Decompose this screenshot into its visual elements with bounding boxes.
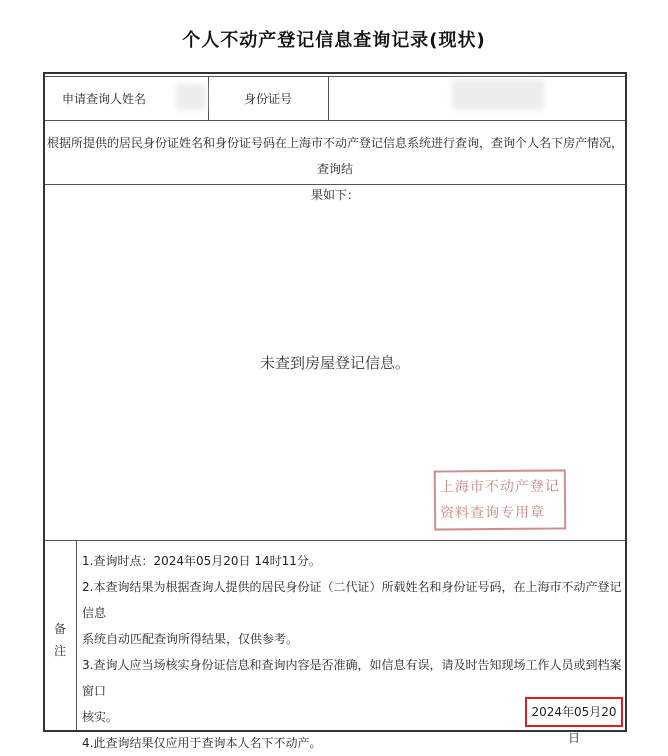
remark-item: 核实。: [82, 710, 119, 724]
header-col-divider-2: [328, 76, 329, 120]
stamp-line-1: 上海市不动产登记: [439, 478, 560, 496]
notice-line-2: 果如下：: [310, 188, 359, 202]
redacted-name: [176, 84, 206, 110]
remarks-label-1: 备: [53, 622, 66, 636]
applicant-name-label: 申请查询人姓名: [62, 92, 147, 106]
remarks-label-2: 注: [53, 644, 66, 658]
stamp-line-2: 资料查询专用章: [440, 504, 546, 522]
notice-line-1: 根据所提供的居民身份证姓名和身份证号码在上海市不动产登记信息系统进行查询，查询个人名下房产情况，查询结: [46, 136, 623, 176]
issue-date: 2024年05月20日: [525, 697, 623, 727]
id-number-label: 身份证号: [244, 92, 293, 106]
header-row-divider: [45, 120, 625, 121]
remark-item: 2.本查询结果为根据查询人提供的居民身份证（二代证）所载姓名和身份证号码，在上海市不动产登记信息: [82, 580, 622, 620]
header-col-divider-1: [208, 76, 209, 120]
remark-item: 系统自动匹配查询所得结果，仅供参考。: [82, 632, 299, 646]
remark-item: 4.此查询结果仅应用于查询本人名下不动产。: [82, 736, 322, 750]
official-stamp: [434, 469, 567, 530]
document-title: 个人不动产登记信息查询记录(现状): [182, 30, 486, 51]
remark-item: 3.查询人应当场核实身份证信息和查询内容是否准确，如信息有误，请及时告知现场工作人员或到档案窗口: [82, 658, 622, 698]
notice-text: [45, 130, 625, 208]
header-top-inner-rule: [45, 76, 625, 77]
query-result: 未查到房屋登记信息。: [259, 354, 410, 372]
remarks-col-divider: [76, 540, 77, 730]
remark-item: 1.查询时点：2024年05月20日 14时11分。: [82, 554, 321, 568]
redacted-id-number: [452, 80, 544, 110]
result-row-divider: [45, 540, 625, 541]
